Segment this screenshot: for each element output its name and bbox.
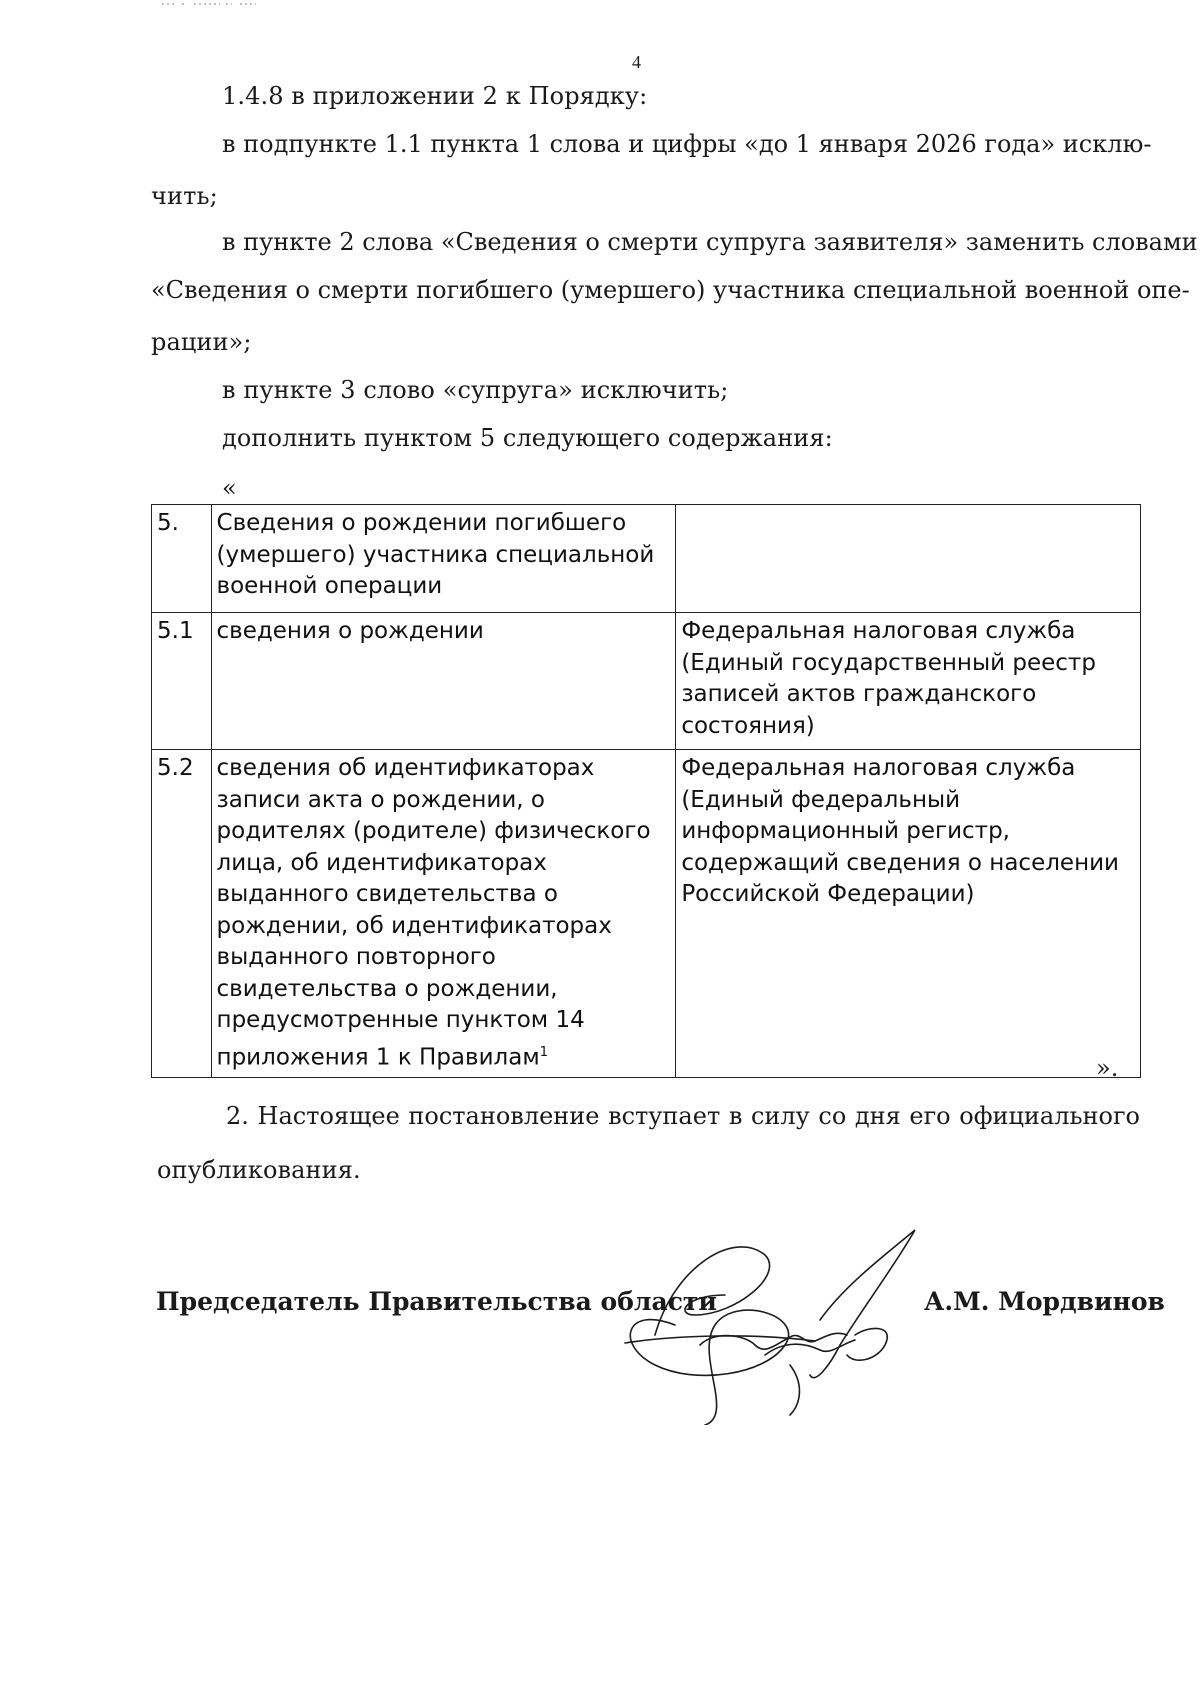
row-number: 5.	[152, 505, 212, 613]
open-quote: «	[222, 474, 237, 502]
row-description: Сведения о рождении погибшего (умершего) участника специальной военной операции	[211, 505, 676, 613]
item1-line2: чить;	[151, 182, 218, 210]
closing-line2: опубликования.	[157, 1156, 361, 1184]
item2-line3: рации»;	[151, 328, 252, 356]
row-number: 5.1	[152, 613, 212, 750]
close-quote: ».	[1096, 1054, 1119, 1082]
amendment-table	[151, 504, 1141, 1078]
row-source: Федеральная налоговая служба (Единый федеральный информационный регистр, содержащий сведения о населении Российской Федерации)	[676, 750, 1141, 1078]
row-description: сведения о рождении	[211, 613, 676, 750]
closing-line1: 2. Настоящее постановление вступает в силу со дня его официального	[226, 1102, 1140, 1130]
amendment-heading: 1.4.8 в приложении 2 к Порядку:	[222, 82, 648, 110]
signer-name: А.М. Мордвинов	[924, 1287, 1165, 1316]
table-row	[152, 613, 1141, 750]
item4: дополнить пунктом 5 следующего содержания:	[222, 424, 833, 452]
handwritten-signature	[615, 1225, 945, 1425]
item3: в пункте 3 слово «супруга» исключить;	[222, 376, 729, 404]
item2-line1: в пункте 2 слова «Сведения о смерти супруга заявителя» заменить словами	[222, 228, 1198, 256]
scan-artifact	[160, 0, 270, 8]
table-row	[152, 505, 1141, 613]
footnote-mark: 1	[539, 1044, 548, 1060]
row-number: 5.2	[152, 750, 212, 1078]
row-source	[676, 505, 1141, 613]
item1-line1: в подпункте 1.1 пункта 1 слова и цифры «до 1 января 2026 года» исклю-	[222, 130, 1152, 158]
page-number: 4	[632, 52, 641, 72]
row-description-cell	[211, 750, 676, 1078]
signer-position: Председатель Правительства области	[156, 1287, 717, 1316]
row-description: сведения об идентификаторах записи акта о рождении, о родителях (родителе) физического лица, об идентификаторах выданного свидетельства о рождении, об идентификаторах выданного повторного свидетельства о рождении, предусмотренные пунктом 14 приложения 1 к Правилам	[216, 755, 651, 1071]
item2-line2: «Сведения о смерти погибшего (умершего) участника специальной военной опе-	[151, 276, 1190, 304]
table-row	[152, 750, 1141, 1078]
row-source: Федеральная налоговая служба (Единый государственный реестр записей актов гражданского состояния)	[676, 613, 1141, 750]
